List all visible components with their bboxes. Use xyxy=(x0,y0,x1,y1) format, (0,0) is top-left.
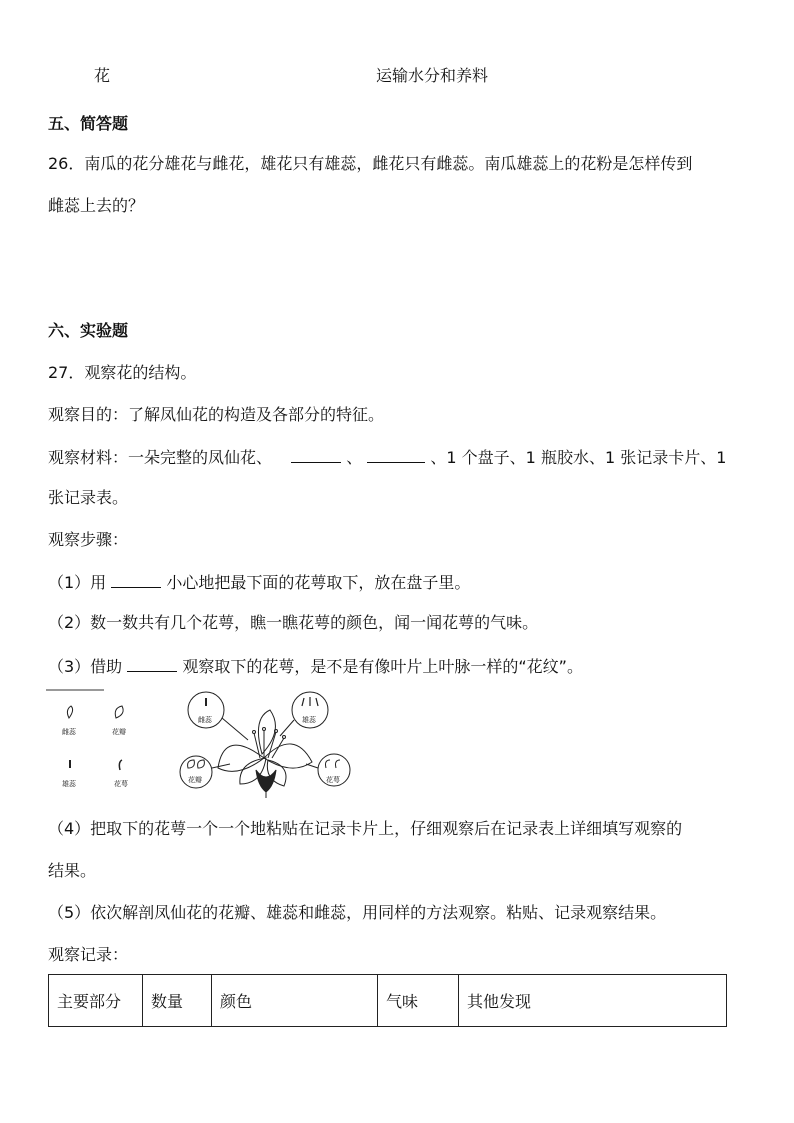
step1-suffix: 小心地把最下面的花萼取下，放在盘子里。 xyxy=(166,573,471,592)
header-quantity: 数量 xyxy=(143,975,212,1027)
observation-record-table xyxy=(48,974,727,1027)
step1-blank xyxy=(111,571,161,588)
bubble-sepal-label: 花萼 xyxy=(326,776,340,784)
step4-line1: （4）把取下的花萼一个一个地粘贴在记录卡片上，仔细观察后在记录表上详细填写观察的 xyxy=(48,819,683,838)
step4-line2: 结果。 xyxy=(48,861,97,880)
legend-sepal-label: 花萼 xyxy=(114,780,128,788)
step1 xyxy=(48,571,470,593)
q27-title: 27．观察花的结构。 xyxy=(48,363,197,382)
section6-heading: 六、实验题 xyxy=(48,321,129,340)
top-row-left-cell: 花 xyxy=(94,66,111,85)
header-main-part: 主要部分 xyxy=(49,975,143,1027)
step2: （2）数一数共有几个花萼，瞧一瞧花萼的颜色，闻一闻花萼的气味。 xyxy=(48,613,539,632)
bubble-petal-label: 花瓣 xyxy=(188,776,202,784)
step3-prefix: （3）借助 xyxy=(48,657,123,676)
step3-suffix: 观察取下的花萼，是不是有像叶片上叶脉一样的“花纹”。 xyxy=(182,657,583,676)
pistil-part-icon xyxy=(67,706,72,718)
materials-separator: 、 xyxy=(346,448,363,467)
legend-stamen-label: 雄蕊 xyxy=(62,780,76,788)
bubble-stamen-label: 雄蕊 xyxy=(302,716,316,724)
step3-blank xyxy=(127,655,177,672)
callout-bubbles xyxy=(180,692,350,788)
record-label: 观察记录： xyxy=(48,945,129,964)
observation-purpose: 观察目的：了解凤仙花的构造及各部分的特征。 xyxy=(48,405,385,424)
bubble-pistil-label: 雌蕊 xyxy=(198,716,212,724)
bubble-stamen-icons xyxy=(302,697,318,706)
step3 xyxy=(48,655,583,677)
materials-blank-2 xyxy=(367,446,425,463)
materials-blank-1 xyxy=(291,446,341,463)
materials-suffix: 、1 个盘子、1 瓶胶水、1 张记录卡片、1 xyxy=(430,448,727,467)
step5: （5）依次解剖凤仙花的花瓣、雄蕊和雌蕊，用同样的方法观察。粘贴、记录观察结果。 xyxy=(48,903,667,922)
table-header-row xyxy=(49,975,727,1027)
petal-part-icon xyxy=(115,706,123,718)
q26-line1: 26．南瓜的花分雄花与雌花，雄花只有雄蕊，雌花只有雌蕊。南瓜雄蕊上的花粉是怎样传到 xyxy=(48,154,693,173)
header-other-findings: 其他发现 xyxy=(459,975,727,1027)
materials-line1 xyxy=(48,446,726,468)
q26-line2: 雌蕊上去的？ xyxy=(48,196,145,215)
header-color: 颜色 xyxy=(212,975,378,1027)
flower-structure-figure xyxy=(44,688,374,798)
legend-pistil-label: 雌蕊 xyxy=(62,728,76,736)
sepal-part-icon xyxy=(119,760,122,770)
steps-label: 观察步骤： xyxy=(48,530,129,549)
header-smell: 气味 xyxy=(378,975,459,1027)
section5-heading: 五、简答题 xyxy=(48,114,129,133)
materials-prefix: 观察材料：一朵完整的凤仙花、 xyxy=(48,448,273,467)
materials-line2: 张记录表。 xyxy=(48,488,129,507)
legend-petal-label: 花瓣 xyxy=(112,728,126,736)
step1-prefix: （1）用 xyxy=(48,573,107,592)
top-row-right-cell: 运输水分和养料 xyxy=(376,66,489,85)
